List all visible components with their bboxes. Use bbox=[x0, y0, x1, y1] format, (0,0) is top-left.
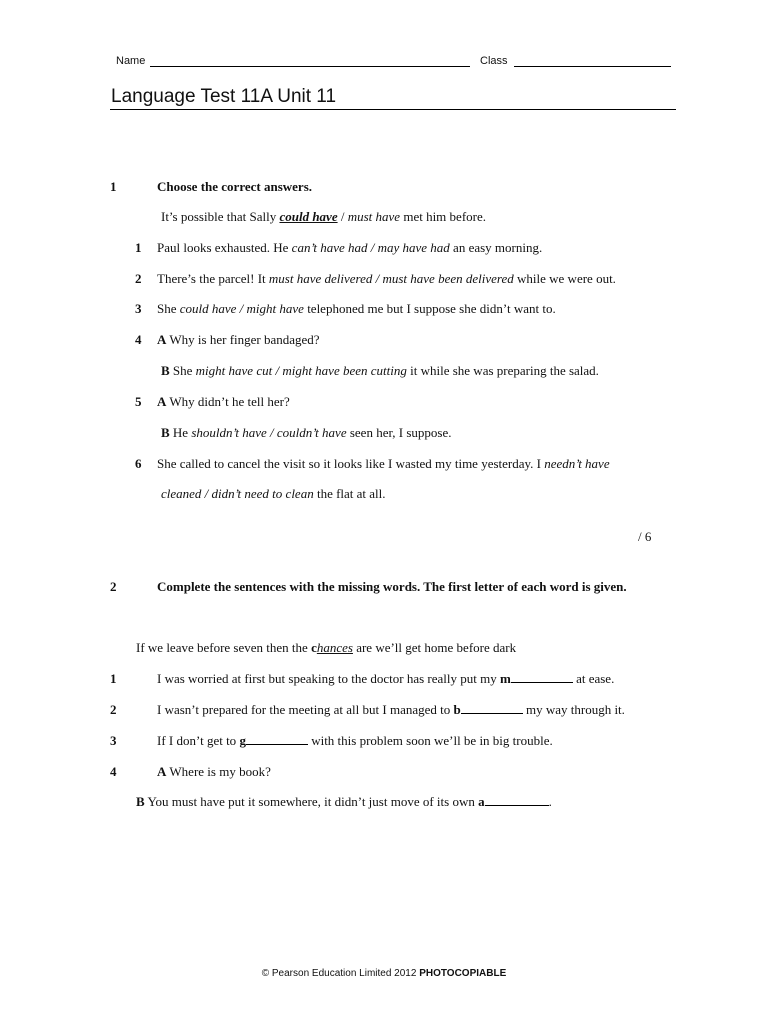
page-title: Language Test 11A Unit 11 bbox=[111, 86, 337, 107]
footer bbox=[0, 968, 768, 979]
section-2-example: If we leave before seven then the chances are we’ll get home before dark bbox=[136, 640, 517, 655]
class-field[interactable] bbox=[514, 66, 671, 67]
s1-item-5-a: A Why didn’t he tell her? bbox=[157, 394, 290, 409]
s2-item-3: If I don’t get to g with this problem soon we’ll be in big trouble. bbox=[157, 733, 553, 748]
s1-item-number: 3 bbox=[135, 301, 142, 316]
name-label: Name bbox=[116, 55, 146, 67]
s1-item-4-b: B She might have cut / might have been cutting it while she was preparing the salad. bbox=[161, 363, 599, 378]
s2-item-number: 4 bbox=[110, 764, 117, 779]
s1-item-number: 1 bbox=[135, 240, 142, 255]
answer-blank[interactable] bbox=[246, 744, 308, 745]
section-1-score: / 6 bbox=[638, 529, 652, 544]
class-label: Class bbox=[480, 55, 508, 67]
section-2-number: 2 bbox=[110, 579, 117, 594]
section-1-number: 1 bbox=[110, 179, 117, 194]
s1-item-2: There’s the parcel! It must have delivered / must have been delivered while we were out. bbox=[157, 271, 616, 286]
s2-item-4-a: A Where is my book? bbox=[157, 764, 271, 779]
s2-item-4-b: B You must have put it somewhere, it didn’t just move of its own a . bbox=[136, 794, 552, 809]
s1-item-4-a: A Why is her finger bandaged? bbox=[157, 332, 320, 347]
s2-item-2: I wasn’t prepared for the meeting at all but I managed to b my way through it. bbox=[157, 702, 625, 717]
name-field[interactable] bbox=[150, 66, 470, 67]
s1-item-number: 4 bbox=[135, 332, 142, 347]
s1-item-5-b: B He shouldn’t have / couldn’t have seen her, I suppose. bbox=[161, 425, 452, 440]
photocopiable-label: PHOTOCOPIABLE bbox=[419, 968, 507, 979]
s2-item-number: 1 bbox=[110, 671, 117, 686]
copyright-text: © Pearson Education Limited 2012 bbox=[261, 968, 417, 979]
s1-item-6-line-1: She called to cancel the visit so it looks like I wasted my time yesterday. I needn’t have bbox=[157, 456, 610, 471]
title-rule bbox=[110, 109, 676, 110]
section-1-example: It’s possible that Sally could have / must have met him before. bbox=[161, 209, 486, 224]
s1-item-number: 6 bbox=[135, 456, 142, 471]
s1-item-6-line-2: cleaned / didn’t need to clean the flat at all. bbox=[161, 486, 386, 501]
s2-item-number: 3 bbox=[110, 733, 117, 748]
answer-blank[interactable] bbox=[461, 713, 523, 714]
s1-item-3: She could have / might have telephoned me but I suppose she didn’t want to. bbox=[157, 301, 556, 316]
section-1-instruction: Choose the correct answers. bbox=[157, 179, 312, 194]
section-2-instruction: Complete the sentences with the missing words. The first letter of each word is given. bbox=[157, 579, 627, 594]
s2-item-number: 2 bbox=[110, 702, 117, 717]
s1-item-1: Paul looks exhausted. He can’t have had / may have had an easy morning. bbox=[157, 240, 543, 255]
s2-item-1: I was worried at first but speaking to the doctor has really put my m at ease. bbox=[157, 671, 615, 686]
answer-blank[interactable] bbox=[511, 682, 573, 683]
s1-item-number: 5 bbox=[135, 394, 142, 409]
answer-blank[interactable] bbox=[485, 805, 549, 806]
s1-item-number: 2 bbox=[135, 271, 142, 286]
